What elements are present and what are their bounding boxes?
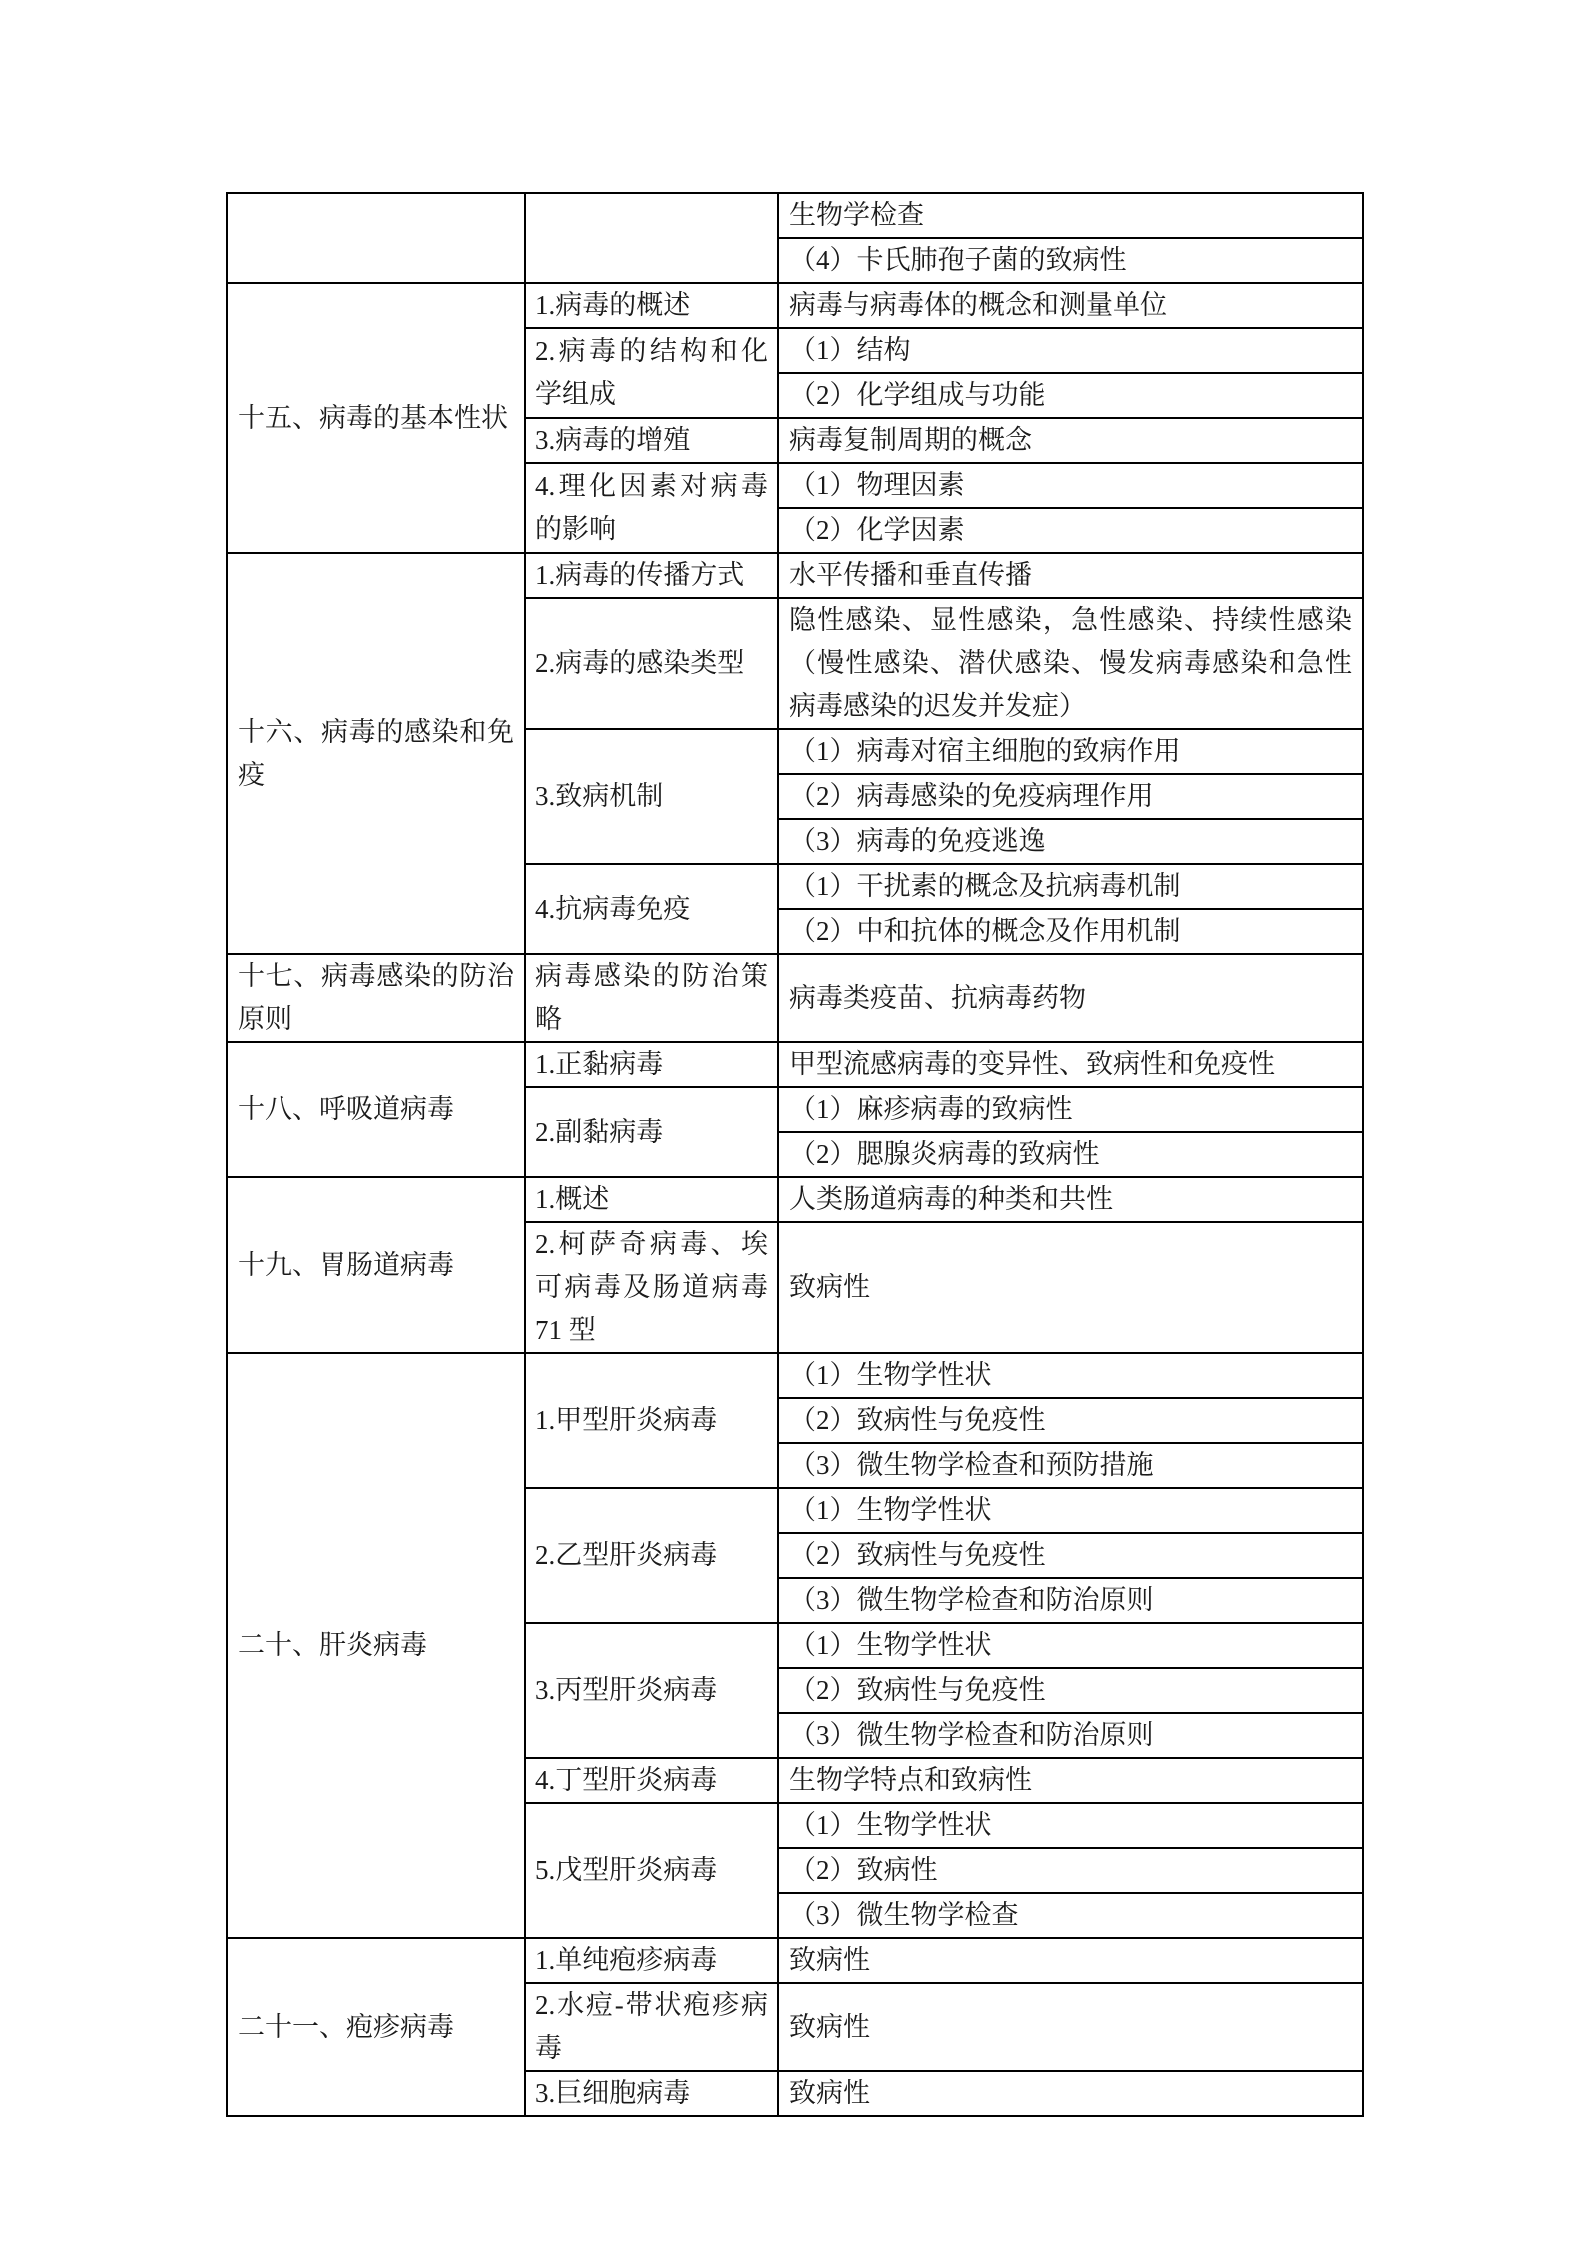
detail-cell: （1）生物学性状: [778, 1488, 1363, 1533]
section-cell: 1.单纯疱疹病毒: [525, 1938, 778, 1983]
detail-cell: （3）微生物学检查和防治原则: [778, 1713, 1363, 1758]
detail-cell: 生物学特点和致病性: [778, 1758, 1363, 1803]
chapter-cell: 二十、肝炎病毒: [227, 1353, 525, 1938]
detail-cell: （1）干扰素的概念及抗病毒机制: [778, 864, 1363, 909]
chapter-cell: [227, 193, 525, 283]
detail-cell: （1）生物学性状: [778, 1623, 1363, 1668]
detail-cell: （1）生物学性状: [778, 1803, 1363, 1848]
section-cell: 4.理化因素对病毒的影响: [525, 463, 778, 553]
detail-cell: 人类肠道病毒的种类和共性: [778, 1177, 1363, 1222]
table-row: [227, 1177, 1363, 1222]
detail-cell: 致病性: [778, 2071, 1363, 2116]
section-cell: 2.病毒的结构和化学组成: [525, 328, 778, 418]
section-cell: 3.巨细胞病毒: [525, 2071, 778, 2116]
detail-cell: （2）致病性与免疫性: [778, 1533, 1363, 1578]
detail-cell: 水平传播和垂直传播: [778, 553, 1363, 598]
detail-cell: 病毒类疫苗、抗病毒药物: [778, 954, 1363, 1042]
detail-cell: （2）中和抗体的概念及作用机制: [778, 909, 1363, 954]
chapter-cell: 十七、病毒感染的防治原则: [227, 954, 525, 1042]
detail-cell: 病毒与病毒体的概念和测量单位: [778, 283, 1363, 328]
section-cell: 2.乙型肝炎病毒: [525, 1488, 778, 1623]
section-cell: 2.病毒的感染类型: [525, 598, 778, 729]
section-cell: 2.柯萨奇病毒、埃可病毒及肠道病毒 71 型: [525, 1222, 778, 1353]
detail-cell: （2）致病性与免疫性: [778, 1668, 1363, 1713]
syllabus-table: [226, 192, 1364, 2117]
table-row: [227, 954, 1363, 1042]
chapter-cell: 十五、病毒的基本性状: [227, 283, 525, 553]
detail-cell: 病毒复制周期的概念: [778, 418, 1363, 463]
chapter-cell: 二十一、疱疹病毒: [227, 1938, 525, 2116]
detail-cell: （3）微生物学检查: [778, 1893, 1363, 1938]
chapter-cell: 十六、病毒的感染和免疫: [227, 553, 525, 954]
detail-cell: 隐性感染、显性感染，急性感染、持续性感染（慢性感染、潜伏感染、慢发病毒感染和急性病毒感染的迟发并发症）: [778, 598, 1363, 729]
section-cell: 1.甲型肝炎病毒: [525, 1353, 778, 1488]
detail-cell: （2）化学组成与功能: [778, 373, 1363, 418]
table-row: [227, 283, 1363, 328]
chapter-cell: 十八、呼吸道病毒: [227, 1042, 525, 1177]
section-cell: 2.水痘-带状疱疹病毒: [525, 1983, 778, 2071]
detail-cell: （3）病毒的免疫逃逸: [778, 819, 1363, 864]
table-row: [227, 1042, 1363, 1087]
detail-cell: （1）生物学性状: [778, 1353, 1363, 1398]
detail-cell: 致病性: [778, 1983, 1363, 2071]
detail-cell: （3）微生物学检查和防治原则: [778, 1578, 1363, 1623]
table-row: [227, 1938, 1363, 1983]
detail-cell: （1）结构: [778, 328, 1363, 373]
detail-cell: （1）病毒对宿主细胞的致病作用: [778, 729, 1363, 774]
detail-cell: 致病性: [778, 1222, 1363, 1353]
section-cell: 4.抗病毒免疫: [525, 864, 778, 954]
section-cell: 3.病毒的增殖: [525, 418, 778, 463]
detail-cell: （2）化学因素: [778, 508, 1363, 553]
detail-cell: 甲型流感病毒的变异性、致病性和免疫性: [778, 1042, 1363, 1087]
detail-cell: （2）腮腺炎病毒的致病性: [778, 1132, 1363, 1177]
detail-cell: （3）微生物学检查和预防措施: [778, 1443, 1363, 1488]
chapter-cell: 十九、胃肠道病毒: [227, 1177, 525, 1353]
detail-cell: （2）病毒感染的免疫病理作用: [778, 774, 1363, 819]
table-row: [227, 1353, 1363, 1398]
section-cell: 3.丙型肝炎病毒: [525, 1623, 778, 1758]
table-row: [227, 193, 1363, 238]
section-cell: [525, 193, 778, 283]
section-cell: 1.正黏病毒: [525, 1042, 778, 1087]
section-cell: 3.致病机制: [525, 729, 778, 864]
section-cell: 1.概述: [525, 1177, 778, 1222]
section-cell: 1.病毒的概述: [525, 283, 778, 328]
detail-cell: （1）麻疹病毒的致病性: [778, 1087, 1363, 1132]
section-cell: 2.副黏病毒: [525, 1087, 778, 1177]
detail-cell: （4）卡氏肺孢子菌的致病性: [778, 238, 1363, 283]
detail-cell: （1）物理因素: [778, 463, 1363, 508]
detail-cell: 生物学检查: [778, 193, 1363, 238]
section-cell: 1.病毒的传播方式: [525, 553, 778, 598]
detail-cell: 致病性: [778, 1938, 1363, 1983]
table-row: [227, 553, 1363, 598]
table-body: [227, 193, 1363, 2116]
section-cell: 病毒感染的防治策略: [525, 954, 778, 1042]
section-cell: 4.丁型肝炎病毒: [525, 1758, 778, 1803]
detail-cell: （2）致病性: [778, 1848, 1363, 1893]
detail-cell: （2）致病性与免疫性: [778, 1398, 1363, 1443]
section-cell: 5.戊型肝炎病毒: [525, 1803, 778, 1938]
